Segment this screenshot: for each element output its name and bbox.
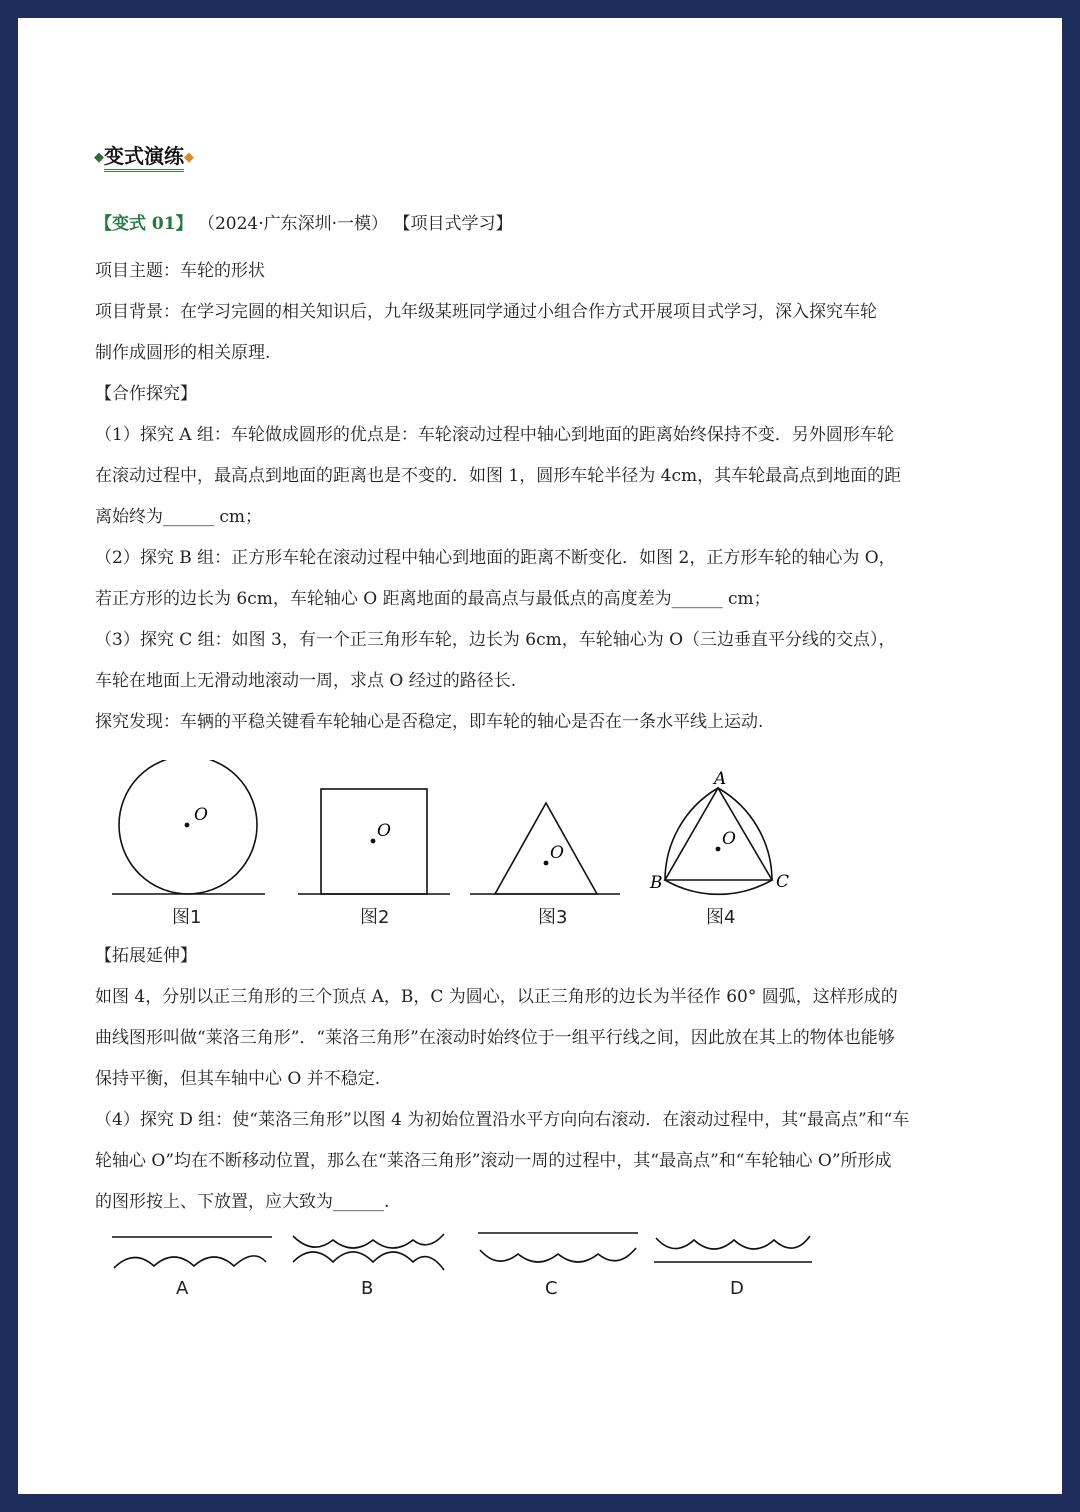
option-d-figure (654, 1236, 812, 1262)
text-line: 车轮在地面上无滑动地滚动一周，求点 O 经过的路径长. (95, 671, 517, 691)
problem-body (95, 251, 955, 743)
text-line: （1）探究 A 组：车轮做成圆形的优点是：车轮滚动过程中轴心到地面的距离始终保持不变．另外圆形车轮 (95, 425, 894, 445)
point-o-label: O (194, 805, 208, 825)
options-svg (110, 1226, 820, 1282)
figure-3-caption: 图3 (538, 907, 568, 928)
point-o-label: O (550, 843, 564, 863)
figures-svg (110, 760, 830, 900)
text-line: 保持平衡，但其车轴中心 O 并不稳定. (95, 1069, 381, 1089)
vertex-b-label: B (650, 873, 663, 893)
option-a-label: A (176, 1278, 189, 1299)
text-line: （2）探究 B 组：正方形车轮在滚动过程中轴心到地面的距离不断变化．如图 2，正方形车轮的轴心为 O， (95, 548, 896, 568)
text-line: 如图 4，分别以正三角形的三个顶点 A，B，C 为圆心，以正三角形的边长为半径作 60° 圆弧，这样形成的 (95, 987, 898, 1007)
text-line: 【合作探究】 (95, 384, 197, 404)
text-line: 轮轴心 O”均在不断移动位置，那么在“莱洛三角形”滚动一周的过程中，其“最高点”和“车轮轴心 O”所形成 (95, 1151, 892, 1171)
text-line: 若正方形的边长为 6cm，车轮轴心 O 距离地面的最高点与最低点的高度差为______ cm； (95, 589, 771, 609)
section-title-label: 变式演练 (104, 144, 184, 172)
figure-1-caption: 图1 (172, 907, 202, 928)
vertex-c-label: C (776, 872, 790, 892)
problem-tag: 【变式 01】 (95, 214, 193, 234)
option-d-label: D (730, 1278, 744, 1299)
figure-2-square (298, 789, 450, 894)
point-o-label: O (377, 821, 391, 841)
extension-body (95, 936, 955, 1223)
option-a-figure (112, 1237, 272, 1268)
text-line: 的图形按上、下放置，应大致为______. (95, 1192, 390, 1212)
problem-header (95, 204, 955, 245)
section-title (94, 140, 194, 169)
figure-4-caption: 图4 (706, 907, 736, 928)
text-line: 曲线图形叫做“莱洛三角形”．“莱洛三角形”在滚动时始终位于一组平行线之间，因此放在其上的物体也能够 (95, 1028, 895, 1048)
option-b-label: B (361, 1278, 374, 1299)
text-line: 探究发现：车辆的平稳关键看车轮轴心是否稳定，即车轮的轴心是否在一条水平线上运动. (95, 712, 764, 732)
point-o-label: O (722, 829, 736, 849)
option-c-label: C (545, 1278, 558, 1299)
text-line: 项目主题：车轮的形状 (95, 261, 265, 281)
text-line: 离始终为______ cm； (95, 507, 263, 527)
figure-2-caption: 图2 (360, 907, 390, 928)
text-line: 【拓展延伸】 (95, 946, 197, 966)
vertex-a-label: A (714, 769, 727, 789)
text-line: （3）探究 C 组：如图 3，有一个正三角形车轮，边长为 6cm，车轮轴心为 O（三边垂直平分线的交点）， (95, 630, 896, 650)
figure-1-circle (112, 760, 265, 894)
option-c-figure (478, 1233, 638, 1262)
diamond-icon: ◆ (94, 150, 104, 165)
text-line: 在滚动过程中，最高点到地面的距离也是不变的．如图 1，圆形车轮半径为 4cm，其车轮最高点到地面的距 (95, 466, 902, 486)
figure-4-reuleaux (649, 769, 789, 894)
option-b-figure (293, 1234, 444, 1270)
figure-3-triangle (470, 803, 620, 894)
diamond-icon: ◆ (184, 150, 194, 165)
text-line: 制作成圆形的相关原理. (95, 343, 271, 363)
text-line: （4）探究 D 组：使“莱洛三角形”以图 4 为初始位置沿水平方向向右滚动．在滚动过程中，其“最高点”和“车 (95, 1110, 910, 1130)
text-line: 项目背景：在学习完圆的相关知识后，九年级某班同学通过小组合作方式开展项目式学习，深入探究车轮 (95, 302, 877, 322)
problem-type: 【项目式学习】 (393, 214, 513, 234)
problem-source: （2024·广东深圳·一模） (197, 214, 389, 234)
